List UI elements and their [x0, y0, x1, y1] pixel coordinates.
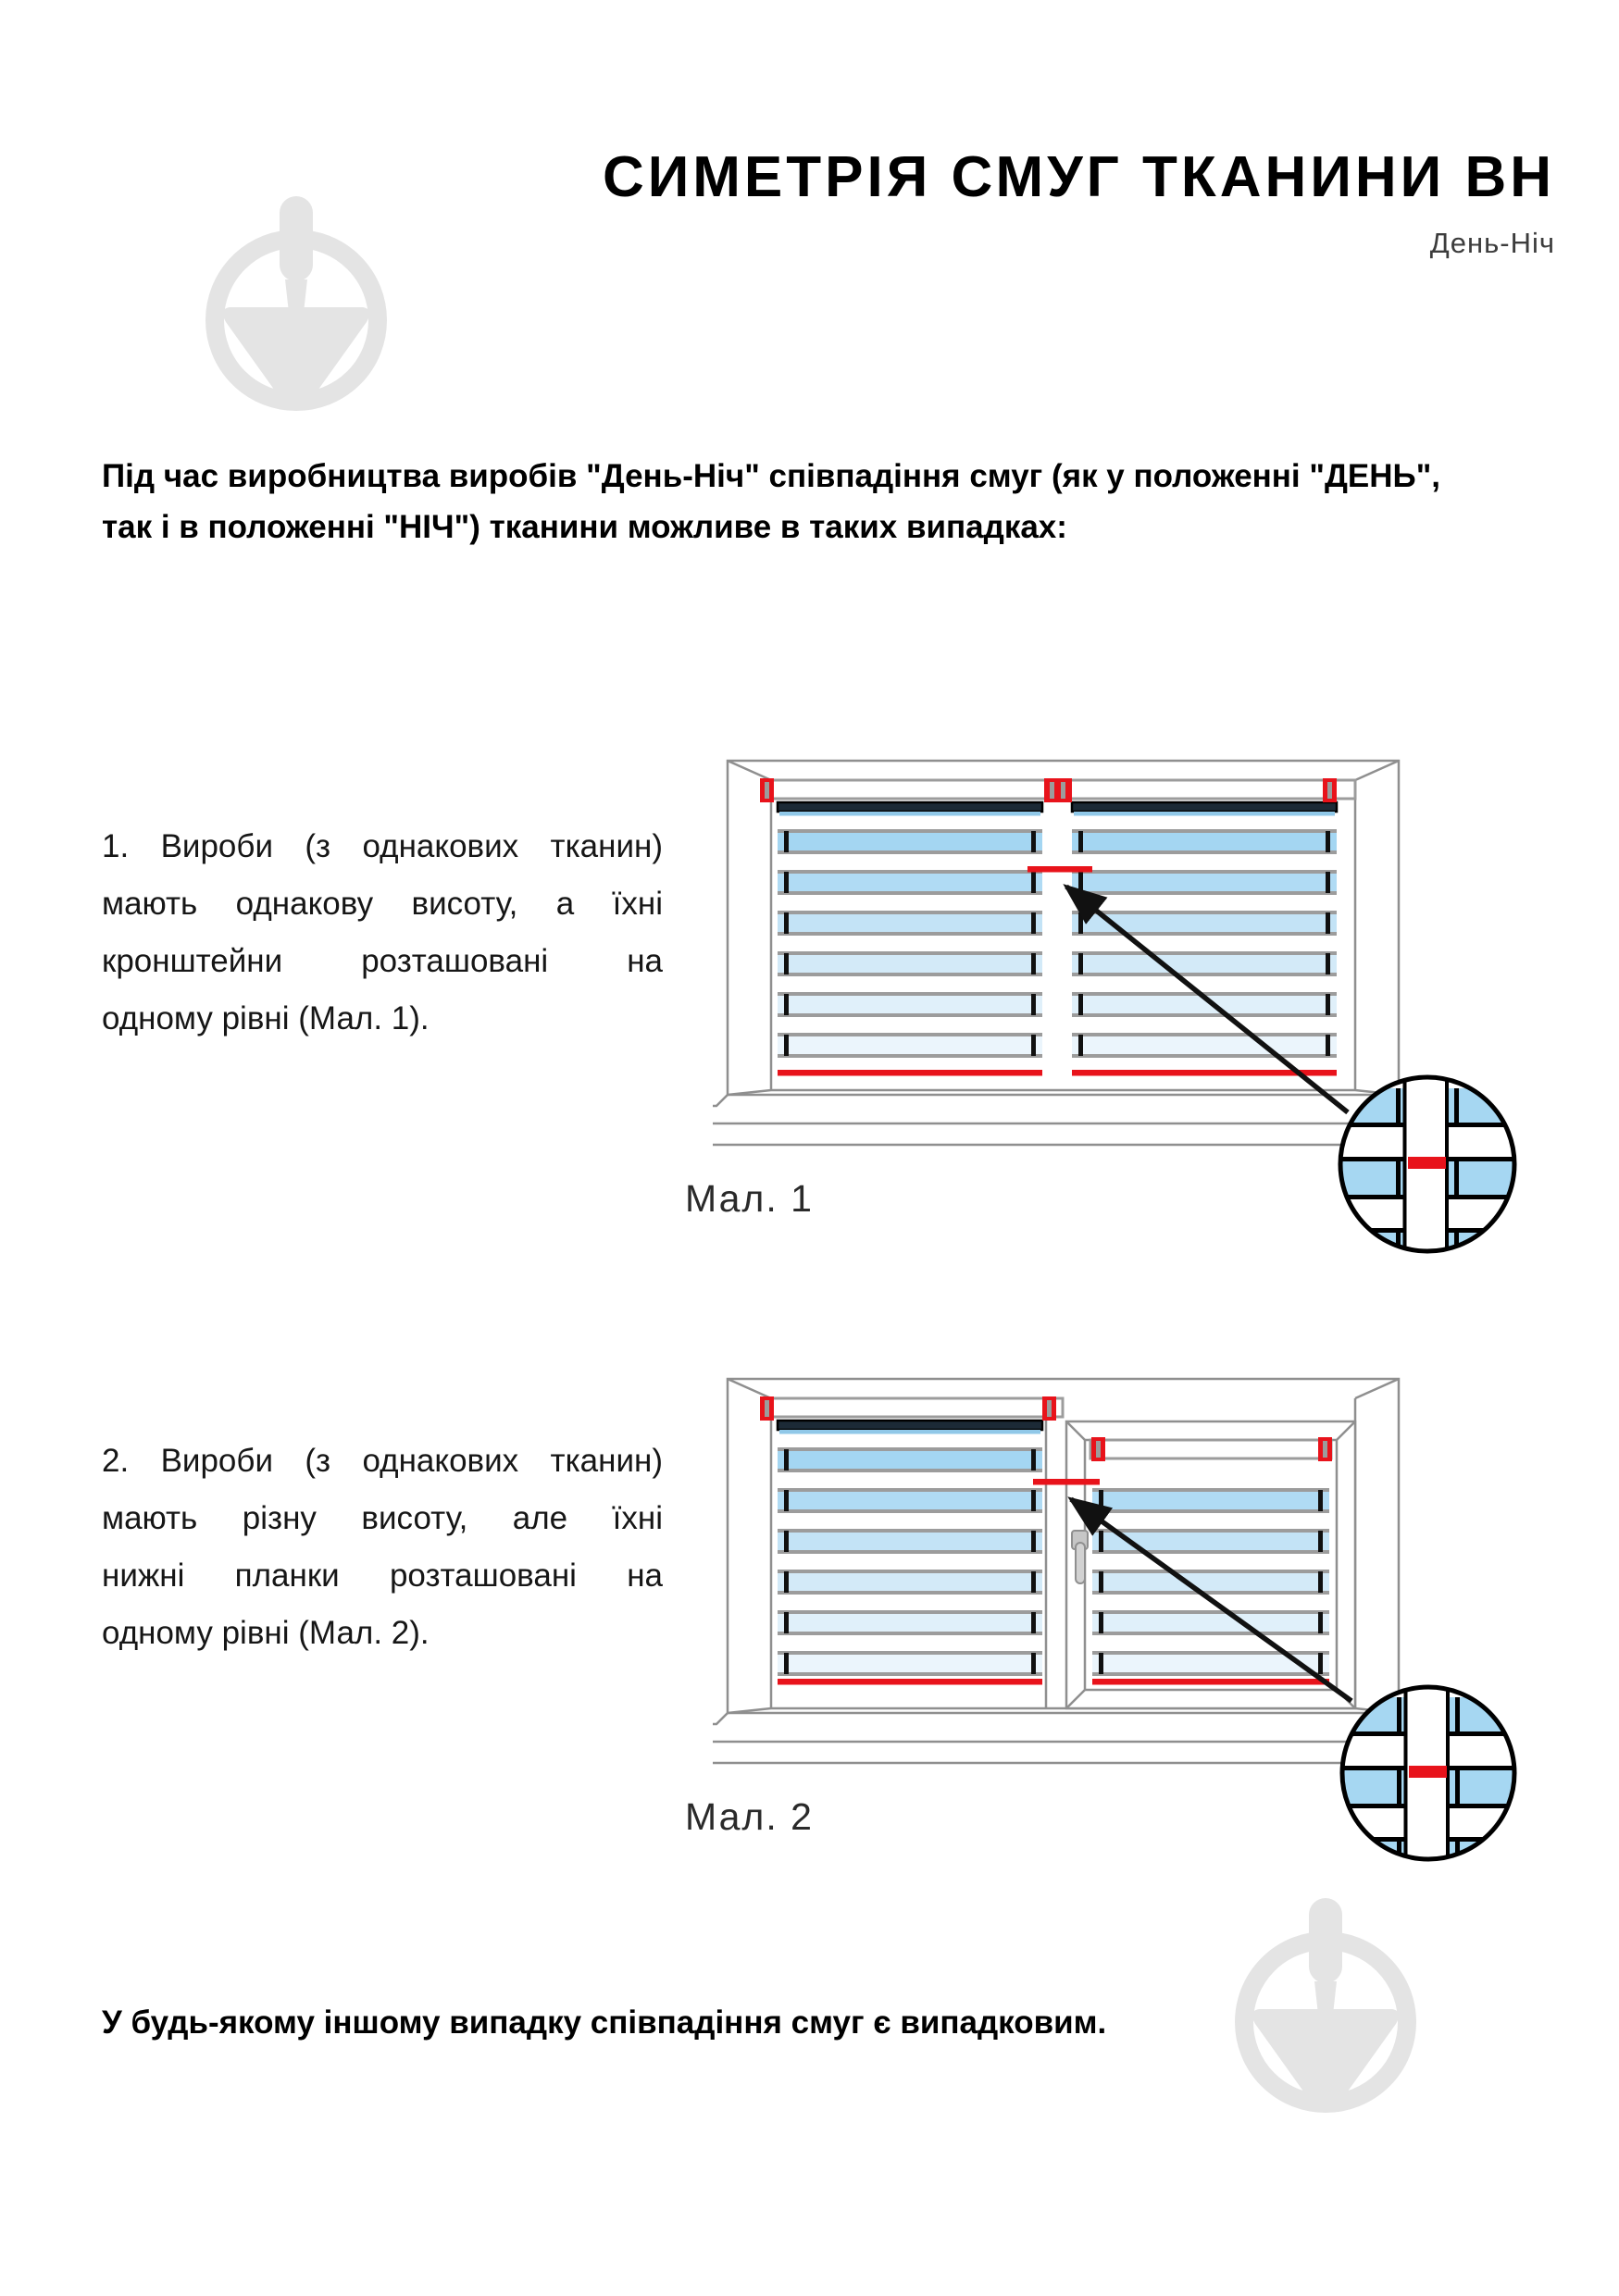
- text-line: 2. Вироби (з однакових тканин): [102, 1443, 663, 1479]
- blind-header-rail-right: [1090, 1440, 1331, 1458]
- window-sill-step: [713, 1713, 728, 1742]
- fig2-magnifier: [1342, 1687, 1514, 1869]
- watermark-capsule: [280, 196, 313, 281]
- footer-note: У будь-якому іншому випадку співпадіння смуг є випадковим.: [102, 2004, 1107, 2041]
- text-line: мають однакову висоту, а їхні: [102, 886, 663, 922]
- page-title: СИМЕТРІЯ СМУГ ТКАНИНИ ВН: [602, 145, 1555, 209]
- intro-paragraph: [102, 451, 1440, 552]
- brand-watermark-icon: [1224, 1893, 1427, 2124]
- case-2-text: [102, 1433, 663, 1662]
- figure-2-diagram: [713, 1372, 1537, 1891]
- window-sill-step: [713, 1095, 728, 1123]
- figure-1-caption: Мал. 1: [685, 1177, 814, 1220]
- figure-2-caption: Мал. 2: [685, 1795, 814, 1838]
- text-line: 1. Вироби (з однакових тканин): [102, 828, 663, 864]
- text-line: так і в положенні "НІЧ") тканини можливе в таких випадках:: [102, 509, 1067, 545]
- case-1-text: [102, 818, 663, 1048]
- text-line: одному рівні (Мал. 1).: [102, 1000, 430, 1036]
- figure-1-diagram: [713, 754, 1537, 1272]
- text-line: Під час виробництва виробів "День-Ніч" співпадіння смуг (як у положенні "ДЕНЬ",: [102, 458, 1441, 494]
- blind-header-rail-left: [771, 1398, 1063, 1417]
- window-sill: [713, 1742, 1440, 1763]
- fig1-magnifier: [1340, 1077, 1514, 1260]
- text-line: мають різну висоту, але їхні: [102, 1500, 663, 1536]
- window-sill: [713, 1123, 1440, 1145]
- text-line: нижні планки розташовані на: [102, 1558, 663, 1594]
- brand-watermark-icon: [194, 191, 398, 422]
- text-line: кронштейни розташовані на: [102, 943, 663, 979]
- page-subtitle: День-Ніч: [1429, 227, 1555, 259]
- text-line: одному рівні (Мал. 2).: [102, 1615, 430, 1651]
